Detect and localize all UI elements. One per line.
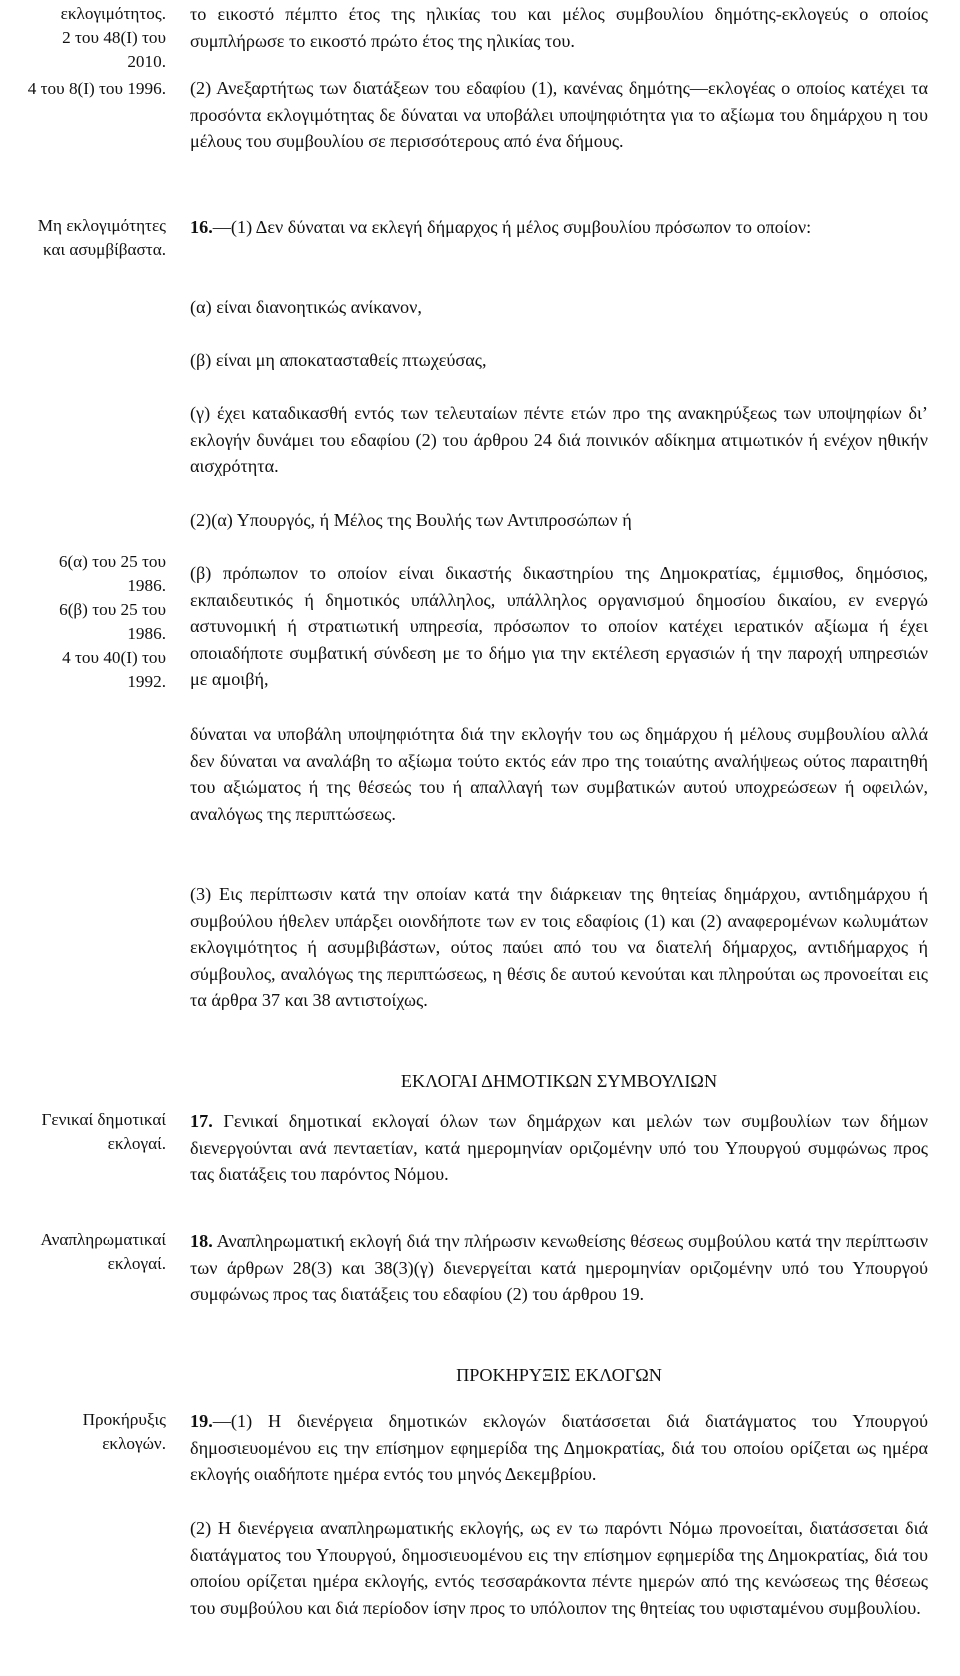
section-18 [190,1228,928,1308]
margin-note-line: 1986. [127,624,166,643]
margin-note-line: Αναπληρωματικαί [40,1230,166,1249]
item-c: (γ) έχει καταδικασθή εντός των τελευταίων πέντε ετών προ της ανακηρύξεως των υποψηφίων δι’ εκλογήν δυνάμει του εδαφίου (2) του άρθρου 24 διά ποινικόν αδίκημα ατιμωτικόν ή ενέχον ηθικήν αισχρότητα. [190,403,928,477]
heading-proclamation: ΠΡΟΚΗΡΥΞΙΣ ΕΚΛΟΓΩΝ [456,1365,662,1385]
section-text: —(1) Δεν δύναται να εκλεγή δήμαρχος ή μέλος συμβουλίου πρόσωπον το οποίον: [212,217,812,237]
margin-note-ineligibility [0,214,166,262]
margin-note-line: Γενικαί δημοτικαί [41,1110,166,1129]
paragraph-2a: (2)(α) Υπουργός, ή Μέλος της Βουλής των Αντιπροσώπων ή [190,510,632,530]
paragraph-2b: (β) πρόπωπον το οποίον είναι δικαστής δικαστηρίου της Δημοκρατίας, έμμισθος, δημόσιος, εκπαιδευτικός ή δημοτικός υπάλληλος, υπάλληλος οργανισμού δημοσίου δικαίου, εν ενεργώ αστυνομική ή στρατιωτική υπηρεσία, πρόσωπον το οποίον κατέχει ιερατικόν αξίωμα ή έχει οποιαδήποτε συμβατική σύνδεση με το δήμο για την εκτέλεση εργασιών ή την παροχή υπηρεσιών με αμοιβή, [190,563,928,690]
margin-note-line: εκλογαί. [107,1254,166,1273]
margin-note-line: Μη εκλογιμότητες [37,216,166,235]
paragraph-3: (3) Εις περίπτωσιν κατά την οποίαν κατά την διάρκειαν της θητείας δημάρχου, αντιδημάρχου ή συμβούλου ήθελεν υπάρξει οιονδήποτε των εν τοις εδαφίοις (1) και (2) αναφερομένων κωλυμάτων εκλογιμότητος ή ασυμβιβάστων, ούτος παύει από του να διατελή δήμαρχος, αντιδήμαρχος ή σύμβουλος, αναλόγως της περιπτώσεως, η θέσις δε αυτού κενούται και πληρούται ως προνοείται εις τα άρθρα 37 και 38 αντιστοίχως. [190,884,928,1011]
margin-note-line: εκλογαί. [107,1134,166,1153]
margin-note-by-elections [0,1228,166,1276]
section-19-subsection-2: (2) Η διενέργεια αναπληρωματικής εκλογής, ως εν τω παρόντι Νόμω προνοείται, διατάσσεται διά διατάγματος του Υπουργού, δημοσιευομένου εις την επίσημον εφημερίδα της Δημοκρατίας, διά του οποίου ορίζεται ημέρα εκλογής, εντός τεσσαράκοντα πέντε ημερών από της κενώσεως της θέσεως του συμβούλου και διά περίοδον ίσην προς το υπόλοιπον της θητείας του υφισταμένου συμβουλίου. [190,1518,928,1618]
margin-note-line: εκλογιμότητος. [60,4,166,23]
margin-note-line: 1992. [127,672,166,691]
paragraph-subsection-2: (2) Ανεξαρτήτως των διατάξεων του εδαφίου (1), κανένας δημότης—εκλογέας ο οποίος κατέχει τα προσόντα εκλογιμότητας δε δύναται να υποβάλει υποψηφιότητα για το αξίωμα του δημάρχου η του μέλους του συμβουλίου σε περισσότερους από ένα δήμους. [190,78,928,152]
section-text: Αναπληρωματική εκλογή διά την πλήρωσιν κενωθείσης θέσεως συμβούλου κατά την περίπτωσιν των άρθρων 28(3) και 38(3)(γ) διενεργείται κατά ημερομηνίαν οριζομένην υπό του Υπουργού συμφώνως προς τας διατάξεις του εδαφίου (2) του άρθρου 19. [190,1231,928,1305]
paragraph-age-requirement: το εικοστό πέμπτο έτος της ηλικίας του και μέλος συμβουλίου δημότης-εκλογεύς ο οποίος συμπλήρωσε το εικοστό πρώτο έτος της ηλικίας του. [190,4,928,51]
section-number: 17. [190,1111,213,1131]
margin-note-line: 1986. [127,576,166,595]
margin-note-references [0,550,166,694]
margin-note-line: 2 του 48(Ι) του [62,28,166,47]
section-number: 16. [190,217,213,237]
section-text: Γενικαί δημοτικαί εκλογαί όλων των δημάρχων και μελών των συμβουλίων των δήμων διενεργούνται ανά πενταετίαν, κατά ημερομηνίαν οριζομένην υπό του Υπουργού συμφώνως προς τας διατάξεις του παρόντος Νόμου. [190,1111,928,1185]
margin-note-line: 6(β) του 25 του [59,600,166,619]
margin-note-line: Προκήρυξις [82,1410,166,1429]
margin-note-line: 6(α) του 25 του [58,552,166,571]
margin-note-general-elections [0,1108,166,1156]
heading-municipal-elections: ΕΚΛΟΓΑΙ ΔΗΜΟΤΙΚΩΝ ΣΥΜΒΟΥΛΙΩΝ [400,1071,718,1091]
item-a: (α) είναι διανοητικώς ανίκανον, [190,297,422,317]
margin-note-line: εκλογών. [102,1434,166,1453]
margin-note-amendment [0,77,166,101]
margin-note-line: 4 του 40(Ι) του [62,648,166,667]
paragraph-2c: δύναται να υποβάλη υποψηφιότητα διά την εκλογήν του ως δημάρχου ή μέλους συμβουλίου αλλά δεν δύναται να αναλάβη το αξίωμα τούτο εκτός εάν προ της τοιαύτης αναλήψεως ούτος παραιτηθή του αξιώματος ή της θέσεώς του ή απαλλαγή των συμβατικών αυτού υποχρεώσεων ή οφειλών, αναλόγως της περιπτώσεως. [190,724,928,824]
item-b: (β) είναι μη αποκατασταθείς πτωχεύσας, [190,350,487,370]
section-number: 18. [190,1231,213,1251]
section-17 [190,1108,928,1188]
section-number: 19. [190,1411,213,1431]
section-16-intro [190,214,928,241]
margin-note-line: 4 του 8(Ι) του 1996. [27,79,166,98]
margin-note-proclamation [0,1408,166,1456]
margin-note-line: και ασυμβίβαστα. [42,240,166,259]
margin-note-eligibility [0,2,166,74]
margin-note-line: 2010. [127,52,166,71]
section-text: —(1) Η διενέργεια δημοτικών εκλογών διατάσσεται διά διατάγματος του Υπουργού δημοσιευομένου εις την επίσημον εφημερίδα της Δημοκρατίας, διά του οποίου ορίζεται ως ημέρα εκλογής οιαδήποτε ημέρα εντός του μηνός Δεκεμβρίου. [190,1411,928,1485]
section-19 [190,1408,928,1488]
